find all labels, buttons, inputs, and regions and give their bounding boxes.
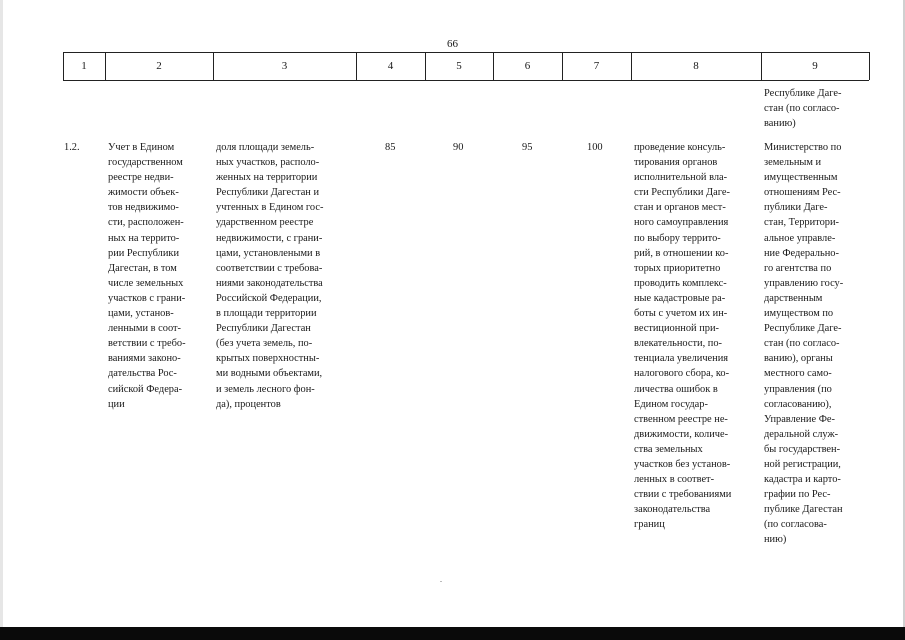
scan-edge-left bbox=[0, 0, 3, 627]
page-number: 66 bbox=[447, 38, 458, 50]
column-header: 1 bbox=[81, 60, 87, 72]
row-number: 1.2. bbox=[64, 142, 80, 153]
column-header: 7 bbox=[593, 60, 600, 72]
indicator-cell: доля площади земель- ных участков, располо- женных на территории Республики Дагестан и учтенных в Едином гос- ударственном реестре недвижимости, с грани- цами, установлеными в соответствии с требова- ниями законодательства Российской Федерации, в площади территории Республики Дагестан (без учета земель, по- крытых поверхностны- ми водными объектами, и земель лесного фон- да), процентов bbox=[216, 142, 324, 410]
column-header: 2 bbox=[156, 60, 162, 72]
task-name-cell: Учет в Едином государственном реестре недви- жимости объек- тов недвижимо- сти, расположен- ных на террито- рии Республики Дагестан, в том числе земельных участков с грани- цами, установ- ленными в соот- ветствии с требо- ваниями законо- дательства Рос- сийской Федера- ции bbox=[108, 142, 186, 410]
scan-bottom-band bbox=[0, 627, 905, 640]
column-header: 9 bbox=[812, 60, 818, 72]
column-header: 6 bbox=[524, 60, 531, 72]
continuation-cell: Республике Даге- стан (по согласо- ванию) bbox=[764, 88, 842, 130]
responsible-cell: Министерство по земельным и имущественным отношениям Рес- публики Даге- стан, Территори- альное управле- ние Федерально- го агентства по управлению госу- дарственным имуществом по Республике Даге- стан (по согласо- ванию), органы местного само- управления (по согласованию), Управление Фе- деральной служ- бы государствен- ной регистрации, кадастра и карто- графии по Рес- публике Дагестан (по согласова- нию) bbox=[764, 142, 844, 546]
scan-speck bbox=[440, 581, 442, 582]
header-bottom-border bbox=[63, 80, 869, 81]
value-cell: 100 bbox=[587, 142, 603, 153]
column-header: 4 bbox=[387, 60, 394, 72]
column-header: 3 bbox=[281, 60, 288, 72]
value-cell: 85 bbox=[385, 142, 396, 153]
measures-cell: проведение консуль- тирования органов исполнительной вла- сти Республики Даге- стан и органов мест- ного самоуправления по выбору террито- рий, в отношении ко- торых приоритетно проводить комплекс- ные кадастровые ра- боты с учетом их ин- вестиционной при- влекательности, по- тенциала увеличения налогового сбора, ко- личества ошибок в Едином государ- ственном реестре не- движимости, количе- ства земельных участков без установ- ленных в соответ- ствии с требованиями законодательства границ bbox=[634, 142, 732, 531]
value-cell: 90 bbox=[453, 142, 464, 153]
header-divider bbox=[869, 52, 870, 80]
value-cell: 95 bbox=[522, 142, 533, 153]
table-top-border bbox=[63, 52, 869, 53]
program-table bbox=[63, 52, 869, 546]
column-header: 5 bbox=[456, 60, 462, 72]
column-header: 8 bbox=[693, 60, 699, 72]
